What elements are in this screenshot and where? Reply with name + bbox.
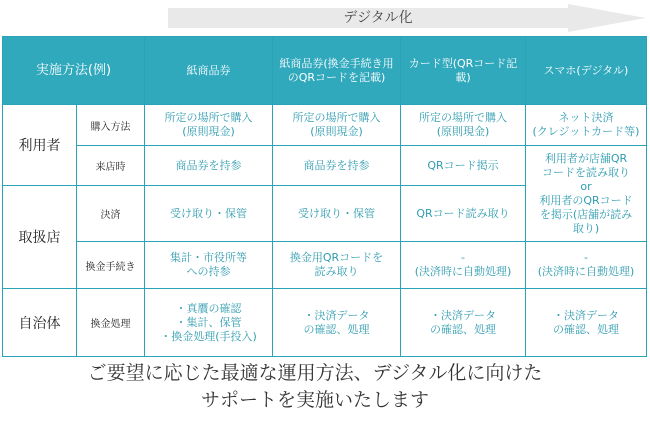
- text-line: コードを読み取り: [542, 165, 630, 179]
- table-row: [3, 242, 647, 289]
- text-line: の確認、処理: [553, 322, 619, 336]
- text-line: or: [580, 179, 592, 193]
- text-line: (デジタル): [576, 63, 629, 77]
- text-line: 利用者のQRコード: [539, 193, 633, 207]
- row-label-purchase: 購入方法: [77, 105, 145, 146]
- row-label-visit: 来店時: [77, 146, 145, 186]
- table-row: [3, 146, 647, 186]
- text-line: (原則現金): [310, 125, 363, 138]
- cell-processing-smartphone: [526, 289, 647, 357]
- header-paper-voucher-qr: [273, 37, 401, 105]
- table-row: [3, 105, 647, 146]
- text-line: 紙商品券: [279, 56, 324, 70]
- text-line: 所定の場所で購入: [292, 111, 381, 124]
- text-line: (換金手続き用の: [287, 56, 394, 84]
- cell-visit-card: [401, 146, 526, 186]
- text-line: 集計・市役所等: [170, 251, 247, 264]
- text-line: 換金用QRコードを: [289, 251, 384, 264]
- text-line: 取り): [572, 221, 600, 235]
- text-line: -: [584, 251, 588, 264]
- text-line: QRコードを記載): [298, 70, 386, 84]
- text-line: 読み取り: [314, 265, 359, 278]
- text-line: ご要望に応じた最適な運用方法、デジタル化に向けた: [87, 362, 543, 384]
- text-line: 紙商品券: [186, 63, 231, 77]
- text-line: への持参: [186, 265, 231, 278]
- text-line: カード型: [408, 56, 453, 70]
- row-label-processing: 換金処理: [77, 289, 145, 357]
- text-line: ・決済データ: [430, 308, 496, 322]
- text-line: ネット決済: [558, 111, 614, 124]
- row-label-payment: 決済: [77, 186, 145, 242]
- cell-visit-paper-qr: [273, 146, 401, 186]
- cell-purchase-card: [401, 105, 526, 146]
- text-line: QRコード読み取り: [416, 206, 510, 220]
- text-line: ・決済データ: [303, 308, 370, 322]
- cell-purchase-paper: [145, 105, 273, 146]
- text-line: 受け取り・保管: [170, 206, 247, 220]
- cell-purchase-smartphone: [526, 105, 647, 146]
- text-line: -: [461, 251, 465, 264]
- text-line: (原則現金): [436, 125, 490, 138]
- text-line: の確認、処理: [303, 322, 370, 336]
- text-line: (QRコード記載): [452, 56, 518, 84]
- cell-payment-paper: [145, 186, 273, 242]
- category-store: 取扱店: [3, 186, 77, 289]
- text-line: ・決済データ: [553, 308, 619, 322]
- cell-exchange-card: [401, 242, 526, 289]
- text-line: QRコード掲示: [427, 158, 499, 172]
- text-line: 商品券を持参: [303, 158, 370, 172]
- cell-payment-card: [401, 186, 526, 242]
- text-line: 受け取り・保管: [298, 206, 375, 220]
- text-line: ・換金処理(手投入): [160, 329, 257, 343]
- text-line: の確認、処理: [430, 322, 496, 336]
- text-line: 所定の場所で購入: [164, 111, 253, 124]
- cell-purchase-paper-qr: [273, 105, 401, 146]
- cell-processing-paper-qr: [273, 289, 401, 357]
- cell-processing-paper: [145, 289, 273, 357]
- cell-processing-card: [401, 289, 526, 357]
- category-user: 利用者: [3, 105, 77, 186]
- text-line: ・真贋の確認: [175, 301, 242, 315]
- header-row: [3, 37, 647, 105]
- text-line: (決済時に自動処理): [537, 265, 635, 278]
- text-line: (決済時に自動処理): [414, 265, 512, 278]
- cell-visit-payment-smartphone: [526, 146, 647, 242]
- text-line: 利用者が店舗QR: [544, 151, 628, 165]
- caption-text: [0, 360, 630, 414]
- header-paper-voucher: [145, 37, 273, 105]
- category-gov: 自治体: [3, 289, 77, 357]
- text-line: ・集計、保管: [175, 315, 242, 329]
- cell-exchange-paper: [145, 242, 273, 289]
- comparison-table: [2, 36, 647, 357]
- text-line: スマホ: [543, 63, 577, 77]
- cell-payment-paper-qr: [273, 186, 401, 242]
- table-row: [3, 289, 647, 357]
- text-line: を掲示(店舗が読み: [539, 207, 633, 221]
- cell-exchange-smartphone: [526, 242, 647, 289]
- cell-visit-paper: [145, 146, 273, 186]
- text-line: 商品券を持参: [175, 158, 242, 172]
- text-line: サポートを実施いたします: [200, 389, 429, 411]
- arrow-label: デジタル化: [343, 10, 413, 26]
- cell-exchange-paper-qr: [273, 242, 401, 289]
- header-card: [401, 37, 526, 105]
- text-line: (原則現金): [182, 125, 235, 138]
- header-smartphone: [526, 37, 647, 105]
- row-label-exchange: 換金手続き: [77, 242, 145, 289]
- text-line: (クレジットカード等): [532, 125, 640, 138]
- text-line: 所定の場所で購入: [419, 111, 507, 124]
- digitalization-arrow: [168, 4, 646, 32]
- header-method: 実施方法(例): [3, 37, 145, 105]
